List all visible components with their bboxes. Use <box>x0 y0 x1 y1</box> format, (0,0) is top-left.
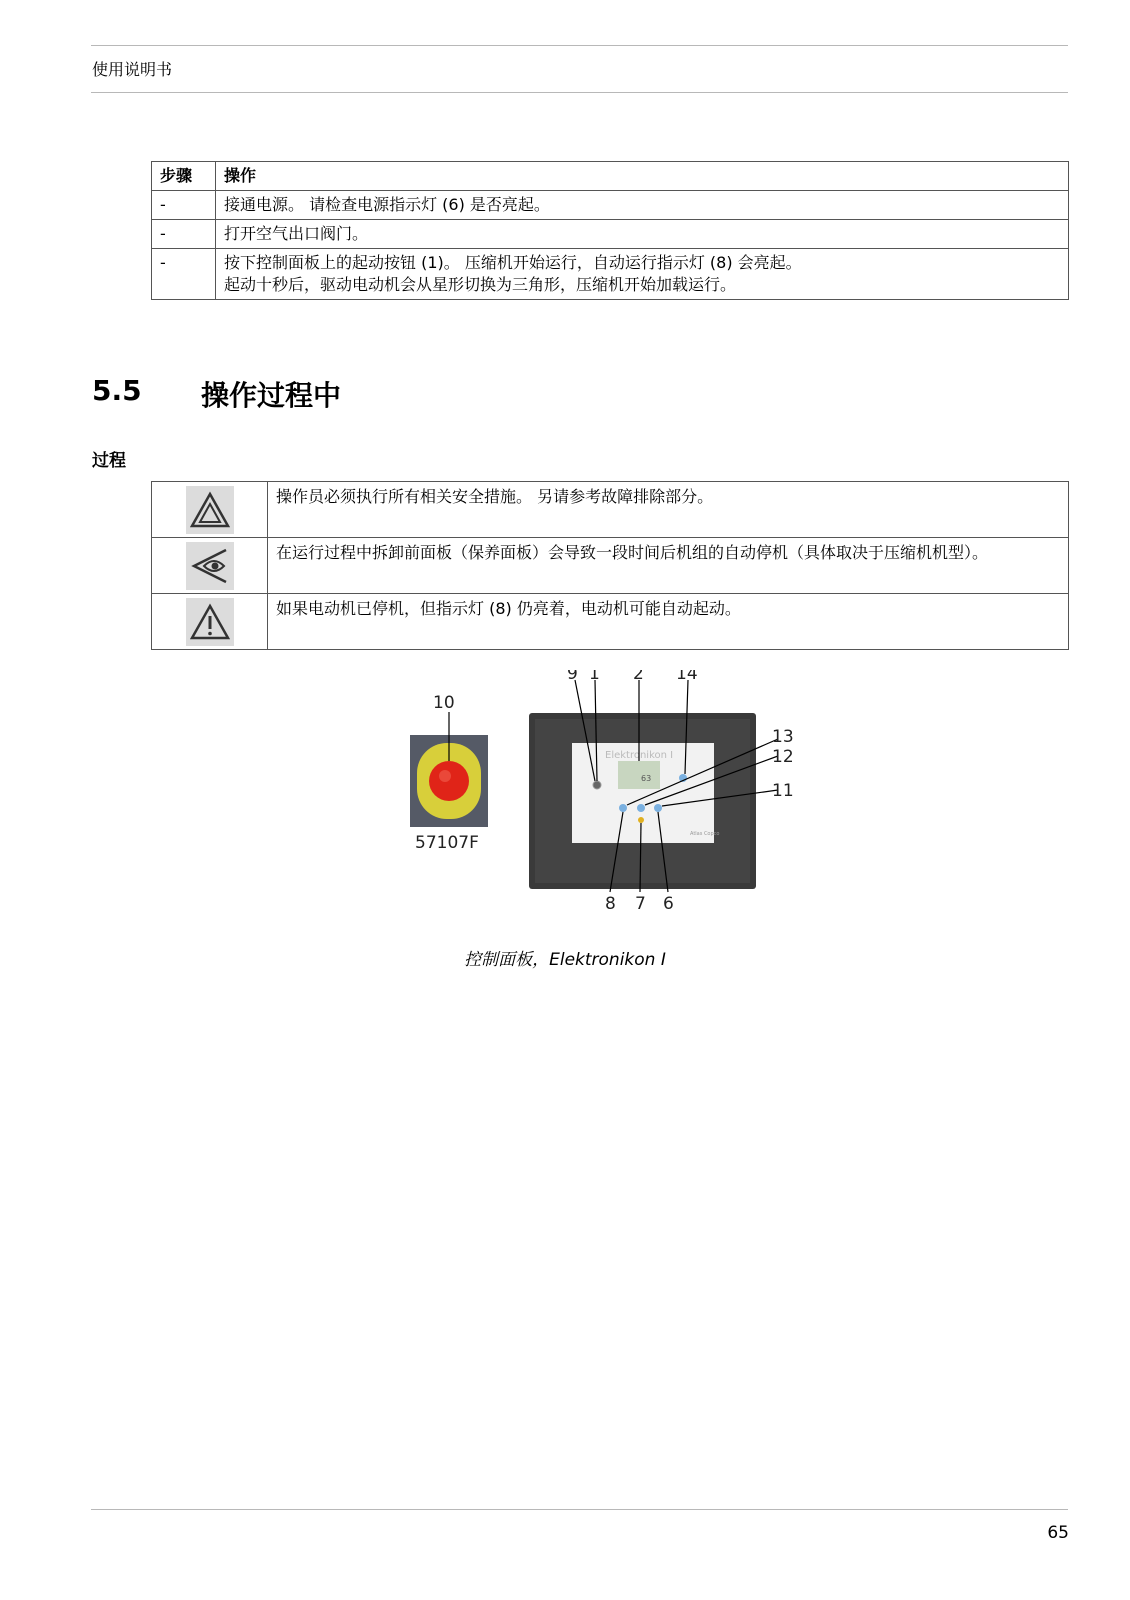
table-row <box>152 594 1069 650</box>
callout-label: 7 <box>635 894 646 914</box>
steps-col-action-header: 操作 <box>216 162 1069 191</box>
control-panel-figure <box>395 670 815 940</box>
safety-table <box>151 481 1069 650</box>
icon-cell <box>152 594 268 650</box>
callout-label: 10 <box>433 693 455 713</box>
action-line: 起动十秒后，驱动电动机会从星形切换为三角形，压缩机开始加载运行。 <box>224 275 737 294</box>
steps-header-row <box>152 162 1069 191</box>
header-bottom-rule <box>91 92 1068 93</box>
action-line: 按下控制面板上的起动按钮 (1)。 压缩机开始运行，自动运行指示灯 (8) 会亮起。 <box>224 253 802 272</box>
subsection-title: 过程 <box>92 451 126 471</box>
step-cell: - <box>152 220 216 249</box>
eye-triangle-icon <box>186 542 234 590</box>
callout-label: 2 <box>633 670 644 684</box>
callout-label: 6 <box>663 894 674 914</box>
page-number: 65 <box>1047 1523 1069 1543</box>
steps-col-step-header: 步骤 <box>152 162 216 191</box>
header-top-rule <box>91 45 1068 46</box>
safety-text: 操作员必须执行所有相关安全措施。 另请参考故障排除部分。 <box>268 482 1069 538</box>
callout-label: 9 <box>567 670 578 684</box>
icon-cell <box>152 538 268 594</box>
step-cell: - <box>152 249 216 300</box>
callout-label: 13 <box>772 727 794 747</box>
steps-table <box>151 161 1069 300</box>
safety-text: 在运行过程中拆卸前面板（保养面板）会导致一段时间后机组的自动停机（具体取决于压缩机机型）。 <box>268 538 1069 594</box>
footer-rule <box>91 1509 1068 1510</box>
table-row <box>152 191 1069 220</box>
controller-photo <box>529 713 756 889</box>
action-cell: 打开空气出口阀门。 <box>216 220 1069 249</box>
caution-exclamation-icon <box>186 598 234 646</box>
safety-text: 如果电动机已停机，但指示灯 (8) 仍亮着，电动机可能自动起动。 <box>268 594 1069 650</box>
action-cell: 接通电源。 请检查电源指示灯 (6) 是否亮起。 <box>216 191 1069 220</box>
warning-triangle-icon <box>186 486 234 534</box>
callout-label: 8 <box>605 894 616 914</box>
panel-display-value: 63 <box>641 774 652 783</box>
figure-caption: 控制面板，Elektronikon I <box>464 950 666 970</box>
icon-cell <box>152 482 268 538</box>
table-row <box>152 249 1069 300</box>
callout-label: 12 <box>772 747 794 767</box>
panel-brand-label: Elektronikon I <box>605 750 674 761</box>
svg-text:Atlas Copco: Atlas Copco <box>690 831 720 837</box>
table-row <box>152 482 1069 538</box>
callout-label: 14 <box>676 670 698 684</box>
header-title: 使用说明书 <box>92 60 173 79</box>
callout-label: 1 <box>589 670 600 684</box>
section-title: 操作过程中 <box>201 379 342 412</box>
step-cell: - <box>152 191 216 220</box>
callout-label: 11 <box>772 781 794 801</box>
action-cell <box>216 249 1069 300</box>
table-row <box>152 220 1069 249</box>
table-row <box>152 538 1069 594</box>
section-number: 5.5 <box>92 374 142 407</box>
image-code: 57107F <box>415 833 479 853</box>
